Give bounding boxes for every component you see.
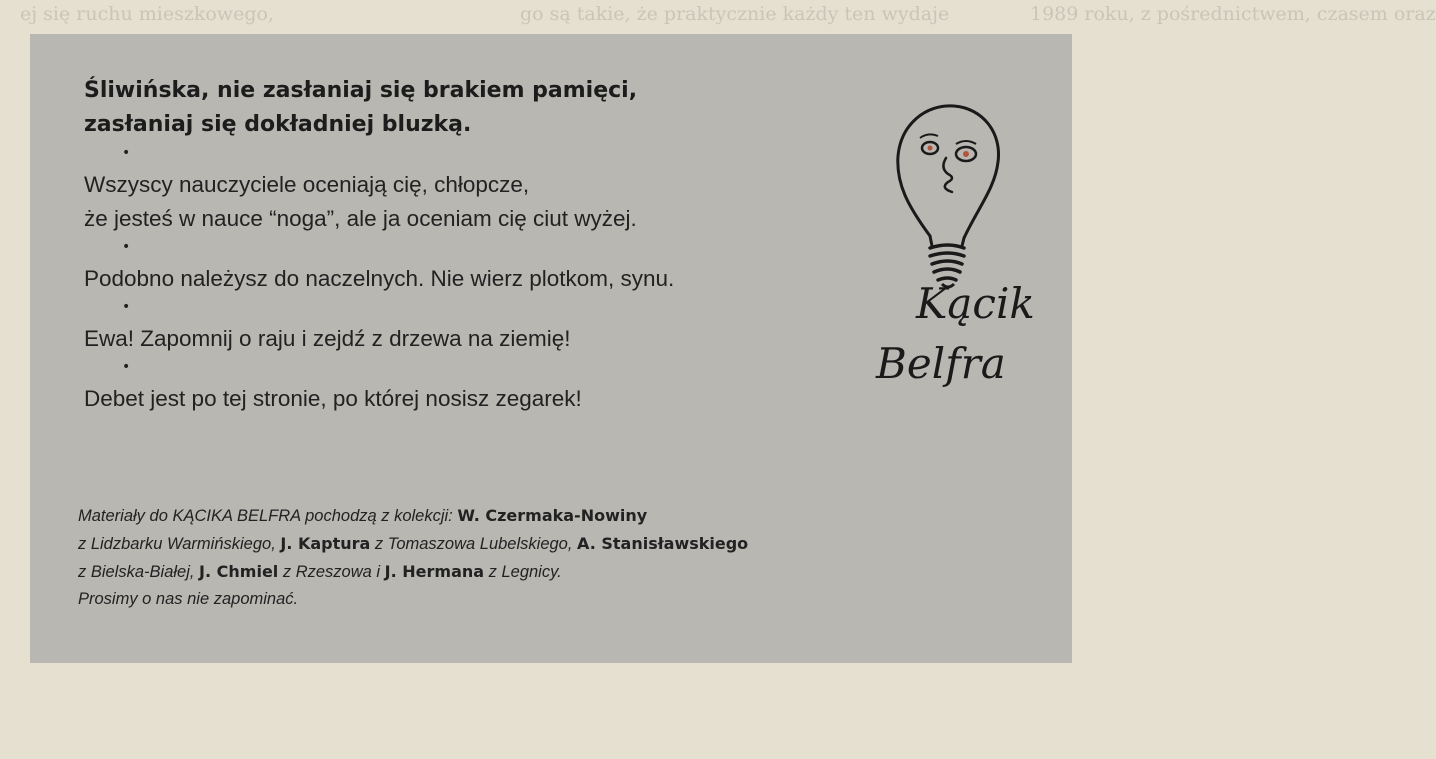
joke-item [84,168,844,236]
background-bleed-text-middle: go są takie, że praktycznie każdy ten wydaje [520,3,950,25]
credit-name-1: W. Czermaka-Nowiny [457,506,648,525]
credits-line-3 [78,558,878,586]
headline-line-1: Śliwińska, nie zasłaniaj się brakiem pamięci, [84,78,638,103]
background-bleed-text-right: 1989 roku, z pośrednictwem, czasem oraz [1030,3,1436,25]
credit-from-1: z Lidzbarku Warmińskiego, [78,535,281,553]
credit-name-4: J. Chmiel [199,562,279,581]
credits-note [78,502,878,613]
kacik-belfra-logo [868,96,1035,416]
credit-name-2: J. Kaptura [280,534,371,553]
joke-3-line-1: Ewa! Zapomnij o raju i zejdź z drzewa na ziemię! [84,326,571,351]
background-bleed-text-left: ej się ruchu mieszkowego, [20,3,274,25]
credits-line-2 [78,530,878,558]
joke-item [84,322,844,356]
credits-intro: Materiały do KĄCIKA BELFRA pochodzą z kolekcji: [78,507,458,525]
lightbulb-face-icon [868,96,1035,416]
joke-4-line-1: Debet jest po tej stronie, po której nosisz zegarek! [84,386,582,411]
joke-2-line-1: Podobno należysz do naczelnych. Nie wierz plotkom, synu. [84,266,675,291]
logo-word-belfra: Belfra [876,339,1006,388]
credit-name-5: J. Hermana [384,562,485,581]
credit-from-5: z Legnicy. [484,563,562,581]
bullet-separator: • [122,359,131,375]
bullet-separator: • [122,145,131,161]
joke-item [84,382,844,416]
bullet-separator: • [122,299,131,315]
headline-line-2: zasłaniaj się dokładniej bluzką. [84,112,472,137]
joke-1-line-2: że jesteś w nauce “noga”, ale ja oceniam cię ciut wyżej. [84,206,637,231]
credit-name-3: A. Stanisławskiego [577,534,749,553]
credit-from-3: z Bielska-Białej, [78,563,200,581]
jokes-column [84,74,844,416]
bullet-separator: • [122,239,131,255]
joke-1-line-1: Wszyscy nauczyciele oceniają cię, chłopcze, [84,172,530,197]
joke-item [84,262,844,296]
credits-closing: Prosimy o nas nie zapominać. [78,590,299,608]
credits-line-1 [78,502,878,530]
credit-from-4: z Rzeszowa i [278,563,385,581]
credit-from-2: z Tomaszowa Lubelskiego, [370,535,578,553]
logo-word-kacik: Kącik [916,279,1035,328]
